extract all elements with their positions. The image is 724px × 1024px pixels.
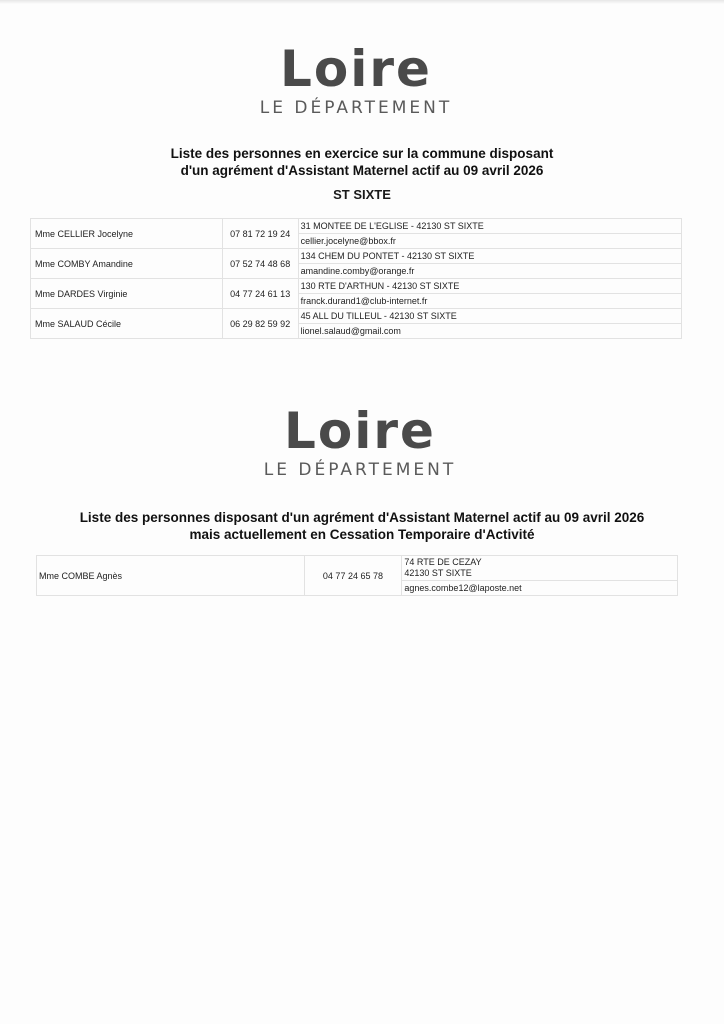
person-phone: 06 29 82 59 92 xyxy=(222,309,298,339)
section1-heading-line1: Liste des personnes en exercice sur la commune disposant xyxy=(170,146,554,161)
person-email: franck.durand1@club-internet.fr xyxy=(298,294,681,309)
section1-heading xyxy=(0,145,724,179)
section1-heading-line2: d'un agrément d'Assistant Maternel actif au 09 avril 2026 xyxy=(180,163,544,178)
person-email: lionel.salaud@gmail.com xyxy=(298,324,681,339)
person-address xyxy=(402,556,678,581)
person-email: agnes.combe12@laposte.net xyxy=(402,581,678,596)
logo-wordmark: Loire xyxy=(284,402,436,460)
person-phone: 07 81 72 19 24 xyxy=(222,219,298,249)
person-address: 130 RTE D'ARTHUN - 42130 ST SIXTE xyxy=(298,279,681,294)
table-row xyxy=(31,279,682,294)
person-address-street: 74 RTE DE CEZAY xyxy=(404,557,482,567)
person-address: 45 ALL DU TILLEUL - 42130 ST SIXTE xyxy=(298,309,681,324)
table-row xyxy=(37,556,678,581)
person-address: 31 MONTEE DE L'EGLISE - 42130 ST SIXTE xyxy=(298,219,681,234)
section2-heading xyxy=(0,509,724,543)
active-assistants-table xyxy=(30,218,682,339)
section2-heading-line1: Liste des personnes disposant d'un agrément d'Assistant Maternel actif au 09 avril 2026 xyxy=(79,510,645,525)
commune-name: ST SIXTE xyxy=(333,187,391,202)
person-phone: 04 77 24 61 13 xyxy=(222,279,298,309)
person-name: Mme DARDES Virginie xyxy=(31,279,223,309)
suspended-assistants-table xyxy=(36,555,678,596)
person-address: 134 CHEM DU PONTET - 42130 ST SIXTE xyxy=(298,249,681,264)
department-logo xyxy=(240,402,480,480)
table-row xyxy=(31,309,682,324)
person-address-city: 42130 ST SIXTE xyxy=(404,568,472,578)
person-email: cellier.jocelyne@bbox.fr xyxy=(298,234,681,249)
logo-subtitle: LE DÉPARTEMENT xyxy=(259,98,453,118)
person-name: Mme CELLIER Jocelyne xyxy=(31,219,223,249)
person-name: Mme SALAUD Cécile xyxy=(31,309,223,339)
department-logo xyxy=(236,40,476,118)
logo-wordmark: Loire xyxy=(280,40,432,98)
scan-edge xyxy=(0,0,724,4)
table-row xyxy=(31,219,682,234)
person-phone: 07 52 74 48 68 xyxy=(222,249,298,279)
person-email: amandine.comby@orange.fr xyxy=(298,264,681,279)
section2-heading-line2: mais actuellement en Cessation Temporaire d'Activité xyxy=(189,527,535,542)
table-row xyxy=(31,249,682,264)
person-name: Mme COMBE Agnès xyxy=(37,556,305,596)
person-phone: 04 77 24 65 78 xyxy=(304,556,402,596)
person-name: Mme COMBY Amandine xyxy=(31,249,223,279)
logo-subtitle: LE DÉPARTEMENT xyxy=(263,460,457,480)
